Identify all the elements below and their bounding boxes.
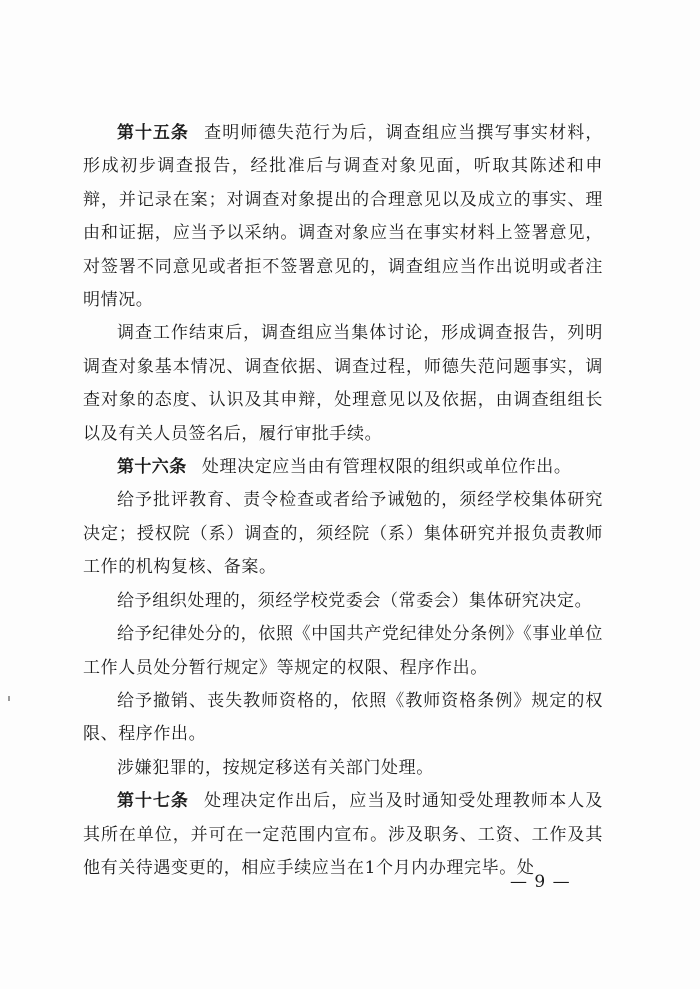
- paragraph-text: 调查工作结束后，调查组应当集体讨论，形成调查报告，列明调查对象基本情况、调查依据、调查过程，师德失范问题事实，调查对象的态度、认识及其申辩，处理意见以及依据，由调查组组长以及有关人员签名后，履行审批手续。: [83, 323, 603, 444]
- paragraph-qualification: [83, 685, 603, 752]
- paragraph-article-17: [83, 785, 603, 885]
- paragraph-text: 给予撤销、丧失教师资格的，依照《教师资格条例》规定的权限、程序作出。: [83, 690, 603, 745]
- paragraph-text: 处理决定应当由有管理权限的组织或单位作出。: [201, 457, 572, 478]
- paragraph-text: 给予组织处理的，须经学校党委会（常委会）集体研究决定。: [117, 590, 593, 611]
- scan-speck: [8, 696, 10, 701]
- paragraph-investigation-report: [83, 317, 603, 451]
- paragraph-article-16: [83, 451, 603, 484]
- paragraph-criticism: [83, 484, 603, 584]
- article-heading: 第十七条: [117, 791, 189, 812]
- paragraph-disciplinary: [83, 618, 603, 685]
- page-number: — 9 —: [510, 872, 571, 892]
- article-heading: 第十五条: [117, 123, 189, 143]
- paragraph-text: 给予纪律处分的，依照《中国共产党纪律处分条例》《事业单位工作人员处分暂行规定》等规定的权限、程序作出。: [83, 624, 603, 678]
- paragraph-article-15: [83, 117, 603, 317]
- document-body: [83, 117, 603, 885]
- paragraph-text: 涉嫌犯罪的，按规定移送有关部门处理。: [117, 757, 434, 778]
- paragraph-organizational: [83, 585, 603, 618]
- paragraph-text: 处理决定作出后，应当及时通知受处理教师本人及其所在单位，并可在一定范围内宣布。涉及职务、工资、工作及其他有关待遇变更的，相应手续应当在1个月内办理完毕。处: [83, 791, 603, 878]
- paragraph-crime: [83, 752, 603, 785]
- article-heading: 第十六条: [117, 457, 187, 478]
- paragraph-text: 给予批评教育、责令检查或者给予诫勉的，须经学校集体研究决定；授权院（系）调查的，须经院（系）集体研究并报负责教师工作的机构复核、备案。: [83, 490, 603, 578]
- paragraph-text: 查明师德失范行为后，调查组应当撰写事实材料，形成初步调查报告，经批准后与调查对象见面，听取其陈述和申辩，并记录在案；对调查对象提出的合理意见以及成立的事实、理由和证据，应当予以采纳。调查对象应当在事实材料上签署意见，对签署不同意见或者拒不签署意见的，调查组应当作出说明或者注明情况。: [83, 123, 603, 311]
